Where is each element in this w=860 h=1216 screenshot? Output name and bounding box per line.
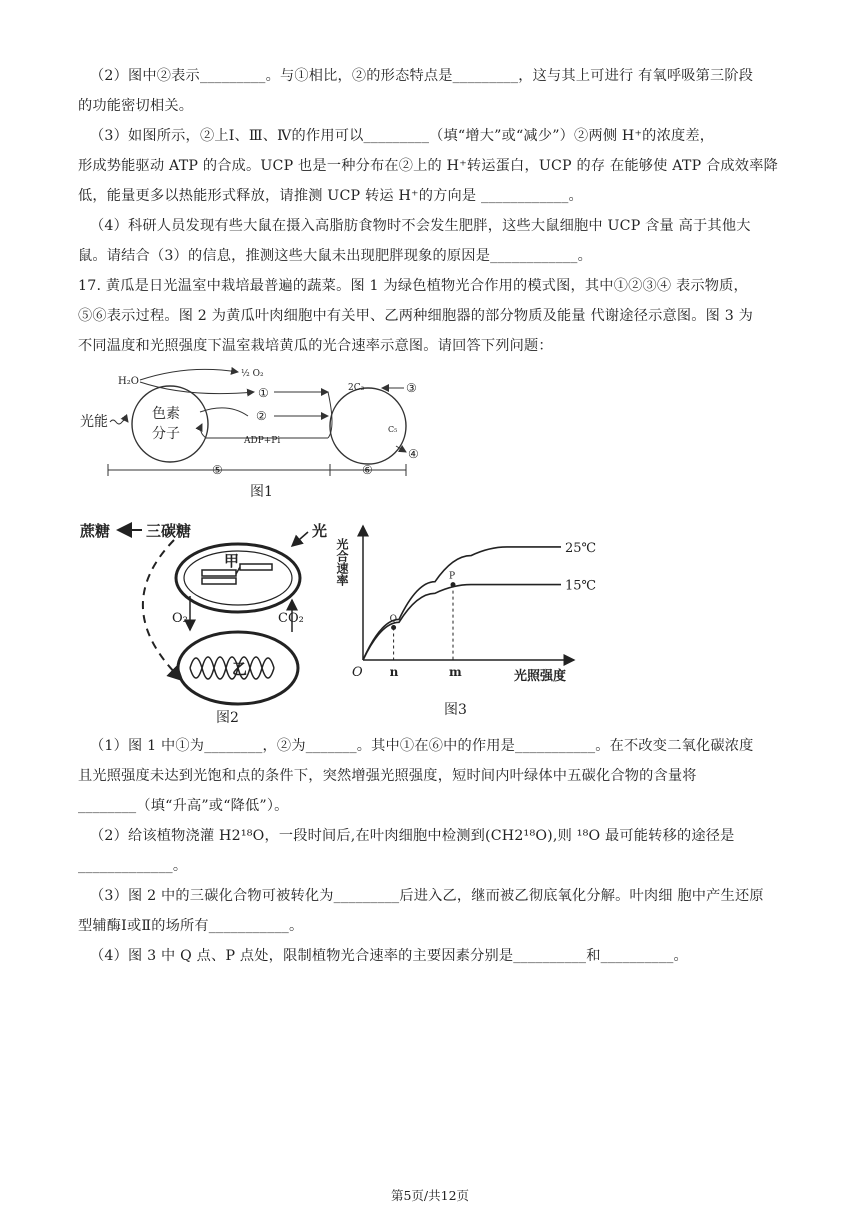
pigment-label-1: 色素 bbox=[152, 406, 180, 422]
series-label: 25℃ bbox=[565, 540, 597, 556]
text-line: 鼠。请结合（3）的信息，推测这些大鼠未出现肥胖现象的原因是____________。 bbox=[78, 248, 592, 264]
figure-2-organelle-diagram bbox=[78, 518, 340, 728]
h2o-label: H₂O bbox=[118, 376, 139, 387]
text-line: 型辅酶Ⅰ或Ⅱ的场所有___________。 bbox=[78, 918, 304, 934]
c3-label: 2C₃ bbox=[348, 383, 365, 393]
light-label: 光 bbox=[312, 522, 328, 540]
text-line: 低，能量更多以热能形式释放，请推测 UCP 转运 H⁺的方向是 ____________。 bbox=[78, 188, 583, 204]
adp-label: ADP+Pi bbox=[244, 436, 281, 446]
page-footer: 第5页/共12页 bbox=[390, 1188, 470, 1203]
point-label: Q bbox=[389, 614, 397, 625]
pigment-circle bbox=[132, 386, 208, 462]
jia-label: 甲 bbox=[224, 552, 240, 570]
text-line: 不同温度和光照强度下温室栽培黄瓜的光合速率示意图。请回答下列问题： bbox=[78, 338, 553, 354]
process-6-label: ⑥ bbox=[362, 463, 373, 477]
substance-4-label: ④ bbox=[408, 447, 419, 461]
point-label: P bbox=[449, 571, 456, 582]
light-rate-chart bbox=[335, 520, 597, 720]
text-line: （4）科研人员发现有些大鼠在摄入高脂肪食物时不会发生肥胖，这些大鼠细胞中 UCP 含量 高于其他大 bbox=[90, 218, 751, 234]
text-line: 且光照强度未达到光饱和点的条件下，突然增强光照强度，短时间内叶绿体中五碳化合物的含量将 bbox=[78, 768, 697, 784]
yi-label: 乙 bbox=[232, 660, 248, 678]
x-tick-label: n bbox=[389, 665, 399, 679]
text-line: （4）图 3 中 Q 点、P 点处，限制植物光合速率的主要因素分别是__________和__________。 bbox=[90, 948, 688, 964]
process-5-label: ⑤ bbox=[212, 463, 223, 477]
text-line: ________（填“升高”或“降低”）。 bbox=[78, 798, 289, 814]
text-line: _____________。 bbox=[78, 858, 188, 874]
o2-label: O₂ bbox=[172, 611, 188, 626]
substance-3-label: ③ bbox=[406, 381, 417, 395]
text-line: （1）图 1 中①为________，②为_______。其中①在⑥中的作用是___________。在不改变二氧化碳浓度 bbox=[90, 738, 754, 754]
x-axis-label: 光照强度 bbox=[514, 669, 567, 684]
figure-2-caption: 图2 bbox=[216, 710, 239, 726]
substance-2-label: ② bbox=[256, 409, 267, 423]
text-line: ⑤⑥表示过程。图 2 为黄瓜叶肉细胞中有关甲、乙两种细胞器的部分物质及能量 代谢途径示意图。图 3 为 bbox=[78, 308, 754, 324]
triose-label: 三碳糖 bbox=[146, 522, 192, 540]
origin-label: O bbox=[352, 665, 363, 680]
figure-1-caption: 图1 bbox=[250, 484, 273, 500]
text-line: 17. 黄瓜是日光温室中栽培最普遍的蔬菜。图 1 为绿色植物光合作用的模式图，其中①②③④ 表示物质， bbox=[78, 278, 748, 294]
text-line: （2）图中②表示_________。与①相比，②的形态特点是_________，这与其上可进行 有氧呼吸第三阶段 bbox=[90, 68, 754, 84]
half-o2-label: ½ O₂ bbox=[241, 369, 264, 379]
text-line: （3）如图所示，②上Ⅰ、Ⅲ、Ⅳ的作用可以_________（填“增大”或“减少”）②两侧 H⁺的浓度差， bbox=[90, 128, 715, 144]
x-tick-label: m bbox=[449, 665, 462, 679]
sucrose-label: 蔗糖 bbox=[80, 522, 111, 540]
text-line: （3）图 2 中的三碳化合物可被转化为_________后进入乙，继而被乙彻底氧化分解。叶肉细 胞中产生还原 bbox=[90, 888, 764, 904]
text-line: 的功能密切相关。 bbox=[78, 98, 194, 114]
figure-3-chart bbox=[335, 520, 597, 720]
figure-3-caption: 图3 bbox=[444, 702, 467, 718]
point-marker bbox=[451, 582, 456, 587]
y-axis-label: 光合速率 bbox=[335, 538, 349, 586]
series-line-25c bbox=[363, 547, 561, 660]
text-line: （2）给该植物浇灌 H2¹⁸O，一段时间后,在叶肉细胞中检测到(CH2¹⁸O),则 ¹⁸O 最可能转移的途径是 bbox=[90, 828, 735, 844]
figure-1-photosynthesis-diagram bbox=[78, 362, 458, 504]
light-energy-label: 光能 bbox=[80, 414, 108, 430]
point-marker bbox=[391, 625, 396, 630]
text-line: 形成势能驱动 ATP 的合成。UCP 也是一种分布在②上的 H⁺转运蛋白，UCP 的存 在能够使 ATP 合成效率降 bbox=[78, 158, 778, 174]
c5-label: C₅ bbox=[388, 425, 398, 434]
co2-label: CO₂ bbox=[278, 611, 304, 626]
substance-1-label: ① bbox=[258, 386, 269, 400]
series-label: 15℃ bbox=[565, 578, 597, 594]
pigment-label-2: 分子 bbox=[152, 426, 180, 442]
